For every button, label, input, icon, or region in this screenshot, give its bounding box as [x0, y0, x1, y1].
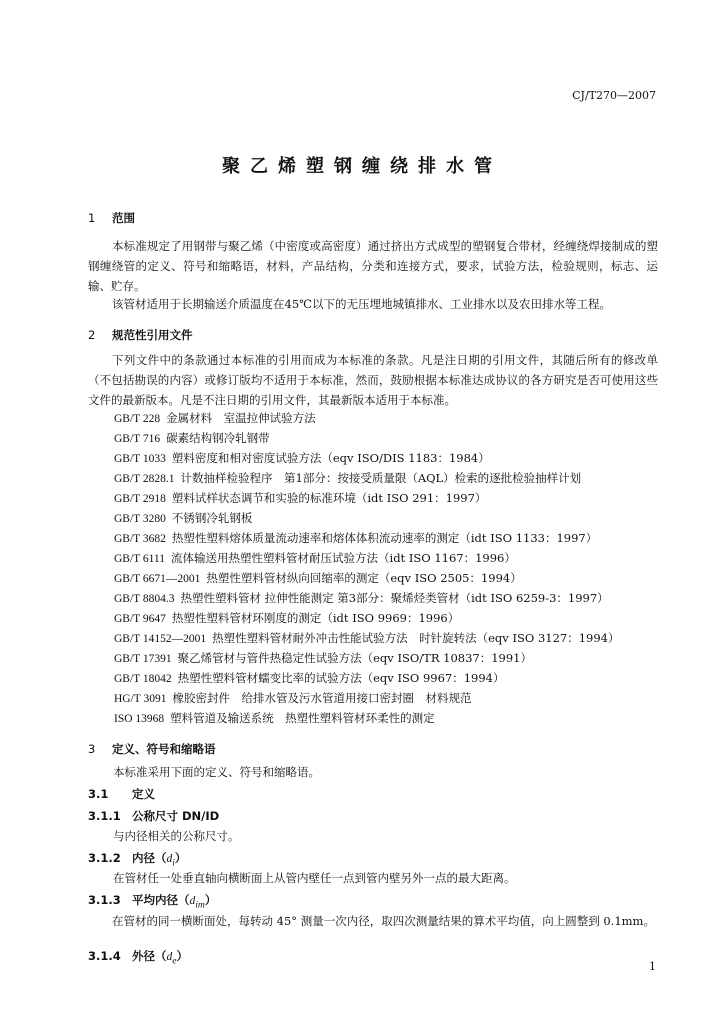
reference-title: 热塑性塑料熔体质量流动速率和熔体体积流动速率的测定（idt ISO 1133：1997） [171, 531, 598, 545]
reference-item [114, 490, 486, 506]
symbol-subscript: im [195, 899, 205, 911]
section-title: 范围 [112, 211, 135, 225]
reference-title: 热塑性塑料管材蠕变比率的试验方法（eqv ISO 9967：1994） [177, 671, 505, 685]
reference-code: GB/T 2918 [114, 493, 166, 505]
symbol-variable: d [166, 853, 173, 865]
section-3-intro: 本标准采用下面的定义、符号和缩略语。 [113, 765, 320, 779]
reference-title: 流体输送用热塑性塑料管材耐压试验方法（idt ISO 1167：1996） [171, 551, 516, 565]
reference-title: 橡胶密封件 给排水管及污水管道用接口密封圈 材料规范 [172, 691, 472, 705]
reference-title: 不锈钢冷轧钢板 [171, 511, 253, 525]
clause-number: 3.1.1 [88, 809, 121, 823]
reference-title: 热塑性塑料管材纵向回缩率的测定（eqv ISO 2505：1994） [206, 571, 522, 585]
reference-item [114, 470, 581, 486]
reference-code: HG/T 3091 [114, 693, 167, 705]
clause-title-close: ） [204, 893, 217, 907]
reference-code: GB/T 9647 [114, 613, 166, 625]
reference-code: GB/T 18042 [114, 673, 172, 685]
clause-title-close: ） [176, 949, 189, 963]
clause-title: 平均内径（ [132, 893, 190, 907]
clause-3-1 [88, 786, 155, 802]
reference-item [114, 650, 532, 666]
reference-code: GB/T 3682 [114, 533, 166, 545]
reference-code: GB/T 2828.1 [114, 473, 175, 485]
document-code: CJ/T270—2007 [572, 89, 656, 102]
page-number: 1 [649, 960, 656, 973]
section-1-paragraph-1: 本标准规定了用钢带与聚乙烯（中密度或高密度）通过挤出方式成型的塑钢复合带材，经缠绕焊接制成的塑钢缠绕管的定义、符号和缩略语，材料，产品结构，分类和连接方式，要求，试验方法，检验规则，标志、运输、贮存。 [88, 239, 658, 293]
section-title: 定义、符号和缩略语 [112, 742, 216, 756]
reference-title: 聚乙烯管材与管件热稳定性试验方法（eqv ISO/TR 10837：1991） [177, 651, 533, 665]
symbol-variable: d [166, 951, 173, 963]
symbol-variable: d [189, 895, 196, 907]
reference-item [114, 610, 459, 626]
section-2-heading [88, 327, 193, 343]
reference-code: GB/T 17391 [114, 653, 172, 665]
reference-item [114, 450, 490, 466]
reference-title: 热塑性塑料管材耐外冲击性能试验方法 时针旋转法（eqv ISO 3127：1994） [212, 631, 620, 645]
section-title: 规范性引用文件 [112, 328, 193, 342]
clause-title-close: ） [174, 851, 187, 865]
reference-code: GB/T 716 [114, 433, 161, 445]
section-2-paragraph: 下列文件中的条款通过本标准的引用而成为本标准的条款。凡是注日期的引用文件，其随后所有的修改单（不包括勘误的内容）或修订版均不适用于本标准，然而，鼓励根据本标准达成协议的各方研究是否可使用这些文件的最新版本。凡是不注日期的引用文件，其最新版本适用于本标准。 [88, 353, 658, 407]
clause-title: 公称尺寸 DN/ID [132, 809, 220, 823]
reference-code: GB/T 3280 [114, 513, 166, 525]
clause-3-1-2 [88, 850, 186, 868]
reference-code: GB/T 1033 [114, 453, 166, 465]
section-1-heading [88, 210, 135, 226]
clause-number: 3.1 [88, 787, 109, 801]
reference-title: 计数抽样检验程序 第1部分：按接受质量限（AQL）检索的逐批检验抽样计划 [180, 471, 582, 485]
clause-3-1-1 [88, 808, 219, 824]
clause-3-1-2-body: 在管材任一处垂直轴向横断面上从管内壁任一点到管内壁另外一点的最大距离。 [113, 871, 516, 885]
clause-title: 定义 [132, 787, 155, 801]
reference-item [114, 570, 522, 586]
clause-title: 内径（ [132, 851, 167, 865]
clause-3-1-3-body: 在管材的同一横断面处，每转动 45° 测量一次内径，取四次测量结果的算术平均值，向上圆整到 0.1mm。 [112, 914, 655, 928]
reference-code: GB/T 8804.3 [114, 593, 175, 605]
reference-item [114, 530, 597, 546]
clause-3-1-1-body: 与内径相关的公称尺寸。 [113, 829, 240, 843]
reference-code: GB/T 228 [114, 413, 161, 425]
reference-code: GB/T 6111 [114, 553, 166, 565]
reference-item [114, 690, 472, 706]
symbol-subscript: i [172, 857, 175, 869]
symbol-subscript: e [172, 955, 177, 967]
reference-title: 碳素结构钢冷轧钢带 [166, 431, 270, 445]
reference-item [114, 590, 609, 606]
clause-3-1-4 [88, 948, 188, 966]
reference-item [114, 510, 252, 526]
reference-code: GB/T 6671—2001 [114, 573, 201, 585]
reference-item [114, 630, 619, 646]
reference-item [114, 710, 435, 726]
section-number: 1 [88, 211, 96, 225]
reference-title: 塑料管道及输送系统 热塑性塑料管材环柔性的测定 [170, 711, 435, 725]
reference-title: 金属材料 室温拉伸试验方法 [166, 411, 316, 425]
clause-title: 外径（ [132, 949, 167, 963]
reference-code: ISO 13968 [114, 713, 165, 725]
reference-title: 塑料试样状态调节和实验的标准环境（idt ISO 291：1997） [171, 491, 487, 505]
reference-title: 热塑性塑料管材 拉伸性能测定 第3部分：聚烯烃类管材（idt ISO 6259-3：1997） [180, 591, 609, 605]
reference-code: GB/T 14152—2001 [114, 633, 207, 645]
section-number: 2 [88, 328, 96, 342]
reference-item [114, 430, 270, 446]
section-1-paragraph-2: 该管材适用于长期输送介质温度在45℃以下的无压埋地城镇排水、工业排水以及农田排水等工程。 [112, 297, 611, 311]
reference-title: 热塑性塑料管材环刚度的测定（idt ISO 9969：1996） [171, 611, 460, 625]
reference-title: 塑料密度和相对密度试验方法（eqv ISO/DIS 1183：1984） [171, 451, 490, 465]
reference-item [114, 670, 504, 686]
reference-item [114, 410, 316, 426]
clause-number: 3.1.2 [88, 851, 121, 865]
document-title: 聚乙烯塑钢缠绕排水管 [222, 156, 502, 177]
clause-number: 3.1.4 [88, 949, 121, 963]
clause-3-1-3 [88, 892, 216, 910]
reference-item [114, 550, 516, 566]
section-3-heading [88, 741, 216, 757]
section-number: 3 [88, 742, 96, 756]
clause-number: 3.1.3 [88, 893, 121, 907]
